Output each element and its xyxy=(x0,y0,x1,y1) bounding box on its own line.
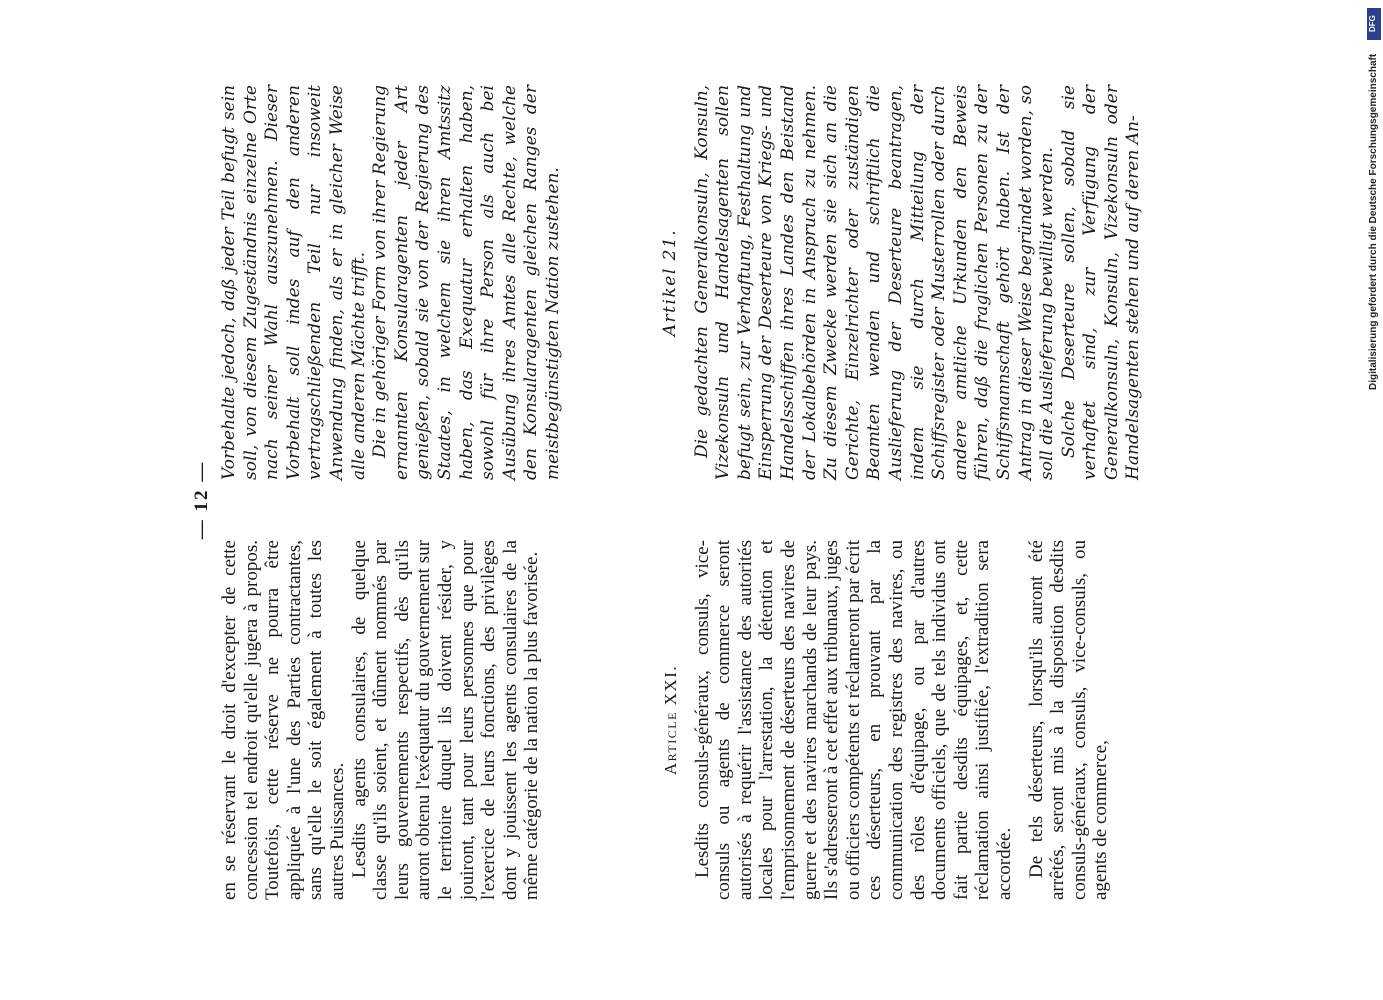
article-heading-de: Artikel 21. xyxy=(660,228,680,337)
paragraph: Solche Deserteure sollen, sobald sie verhaftet sind, zur Verfügung der Generalkonsuln, Konsuln, Vizekonsuln oder Handelsagenten stehen und auf deren An- xyxy=(1058,85,1144,480)
german-column-top xyxy=(219,85,565,480)
article-heading-fr xyxy=(660,540,682,900)
paragraph: Die in gehöriger Form von ihrer Regierung ernannten Konsularagenten jeder Art genießen, sobald sie von der Regierung des Staates, in welchem sie ihren Amtssitz haben, das Exequatur erhalten haben, sowohl für ihre Person als auch bei Ausübung ihres Amtes alle Rechte, welche den Konsularagenten gleichen Ranges der meistbegünstigten Nation zustehen. xyxy=(370,85,563,480)
dfg-logo xyxy=(1367,8,1381,40)
french-column-top xyxy=(219,540,543,900)
paragraph: en se réservant le droit d'excepter de cette concession tel endroit qu'elle jugera à propos. Toutefois, cette réserve ne pourra être appliquée à l'une des Parties contractantes, sans qu'elle le soit également à toutes les autres Puissances. xyxy=(219,540,348,900)
paragraph: Vorbehalte jedoch, daß jeder Teil befugt sein soll, von diesem Zugeständnis einzelne Orte nach seiner Wahl auszunehmen. Dieser Vorbehalt soll indes auf den anderen vertragschließenden Teil nur insoweit Anwendung finden, als er in gleicher Weise alle anderen Mächte trifft. xyxy=(219,85,369,480)
page-number: — 12 — xyxy=(191,460,212,540)
paragraph: Die gedachten Generalkonsuln, Konsuln, Vizekonsuln und Handelsagenten sollen befugt sein, zur Verhaftung, Festhaltung und Einsperrung der Deserteure von Kriegs- und Handelsschiffen ihres Landes den Beistand der Lokalbehörden in Anspruch zu nehmen. Zu diesem Zwecke werden sie sich an die Gerichte, Einzelrichter oder zuständigen Beamten wenden und schriftlich die Auslieferung der Deserteure beantragen, indem sie durch Mitteilung der Schiffsregister oder Musterrollen oder durch andere amtliche Urkunden den Beweis führen, daß die fraglichen Personen zu der Schiffsmannschaft gehört haben. Ist der Antrag in dieser Weise begründet worden, so soll die Auslieferung bewilligt werden. xyxy=(691,85,1058,480)
heading-text: Article XXI. xyxy=(661,664,680,776)
german-column-bottom xyxy=(646,85,1145,480)
paragraph: Lesdits consuls-généraux, consuls, vice-consuls ou agents de commerce seront autorisés à requérir l'assistance des autorités locales pour l'arrestation, la détention et l'emprisonnement de déserteurs des navires de guerre et des navires marchands de leur pays. Ils s'adresseront à cet effet aux tribunaux, juges ou officiers compétents et réclameront par écrit ces déserteurs, en prouvant par la communication des registres des navires, ou des rôles d'équipage, ou par d'autres documents officiels, que de tels individus ont fait partie desdits équipages, et, cette réclamation ainsi justifiée, l'extradition sera accordée. xyxy=(691,540,1015,900)
digitization-credit: Digitalisierung gefördert durch die Deutsche Forschungsgemeinschaft xyxy=(1368,53,1379,390)
paragraph: Lesdits agents consulaires, de quelque classe qu'ils soient, et dûment nommés par leurs gouvernements respectifs, dès qu'ils auront obtenu l'exéquatur du gouvernement sur le territoire duquel ils doivent résider, y jouiront, tant pour leurs personnes que pour l'exercice de leurs fonctions, des privilèges dont y jouissent les agents consulaires de la même catégorie de la nation la plus favorisée. xyxy=(348,540,543,900)
paragraph: De tels déserteurs, lorsqu'ils auront été arrêtés, seront mis à la disposition desdits consuls-généraux, consuls, vice-consuls, ou agents de commerce, xyxy=(1025,540,1112,900)
logo-text: DFG xyxy=(1368,15,1377,32)
rotated-page xyxy=(191,85,1191,900)
french-column-bottom xyxy=(646,540,1112,900)
